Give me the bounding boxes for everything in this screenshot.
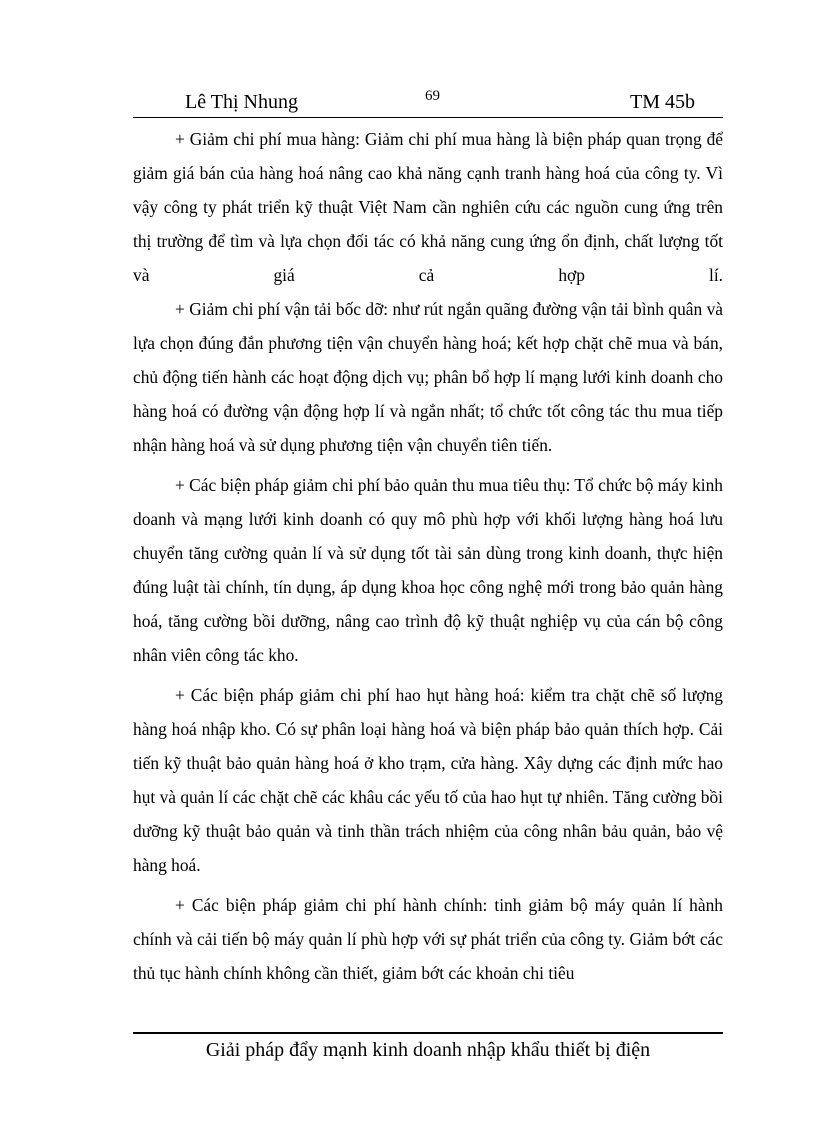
- footer-divider: [133, 1032, 723, 1034]
- paragraph-purchase-cost: + Giảm chi phí mua hàng: Giảm chi phí mua hàng là biện pháp quan trọng để giảm giá bán của hàng hoá nâng cao khả năng cạnh tranh hàng hoá của công ty. Vì vậy công ty phát triển kỹ thuật Việt Nam cần nghiên cứu các nguồn cung ứng trên thị trường để tìm và lựa chọn đối tác có khả năng cung ứng ổn định, chất lượng tốt và giá cả hợp lí.: [133, 129, 723, 285]
- paragraph-storage-cost: + Các biện pháp giảm chi phí bảo quản thu mua tiêu thụ: Tổ chức bộ máy kinh doanh và mạng lưới kinh doanh có quy mô phù hợp với khối lượng hàng hoá lưu chuyển tăng cường quản lí và sử dụng tốt tài sản dùng trong kinh doanh, thực hiện đúng luật tài chính, tín dụng, áp dụng khoa học công nghệ mới trong bảo quản hàng hoá, tăng cường bồi dưỡng, nâng cao trình độ kỹ thuật nghiệp vụ của cán bộ công nhân viên công tác kho.: [133, 475, 723, 665]
- page-header: [133, 88, 723, 118]
- footer-title: Giải pháp đẩy mạnh kinh doanh nhập khẩu thiết bị điện: [205, 1039, 651, 1061]
- header-divider: [133, 117, 723, 118]
- page-number: 69: [425, 88, 440, 104]
- paragraph-loss-cost: + Các biện pháp giảm chi phí hao hụt hàng hoá: kiểm tra chặt chẽ số lượng hàng hoá nhập kho. Có sự phân loại hàng hoá và biện pháp bảo quản thích hợp. Cải tiến kỹ thuật bảo quản hàng hoá ở kho trạm, cửa hàng. Xây dựng các định mức hao hụt và quản lí các chặt chẽ các khâu các yếu tố của hao hụt tự nhiên. Tăng cường bồi dưỡng kỹ thuật bảo quản và tinh thần trách nhiệm của công nhân bảu quản, bảo vệ hàng hoá.: [133, 685, 723, 875]
- paragraph-transport-cost: + Giảm chi phí vận tải bốc dỡ: như rút ngắn quãng đường vận tải bình quân và lựa chọn đúng đắn phương tiện vận chuyển hàng hoá; kết hợp chặt chẽ mua và bán, chủ động tiến hành các hoạt động dịch vụ; phân bổ hợp lí mạng lưới kinh doanh cho hàng hoá có đường vận động hợp lí và ngắn nhất; tổ chức tốt công tác thu mua tiếp nhận hàng hoá và sử dụng phương tiện vận chuyển tiên tiến.: [133, 299, 723, 455]
- header-class-code: TM 45b: [630, 91, 695, 113]
- paragraph-admin-cost: + Các biện pháp giảm chi phí hành chính: tinh giảm bộ máy quản lí hành chính và cải tiến bộ máy quản lí phù hợp với sự phát triển của công ty. Giảm bớt các thủ tục hành chính không cần thiết, giảm bớt các khoản chi tiêu: [133, 895, 723, 983]
- header-author: Lê Thị Nhung: [185, 91, 298, 113]
- body-text: [133, 122, 723, 990]
